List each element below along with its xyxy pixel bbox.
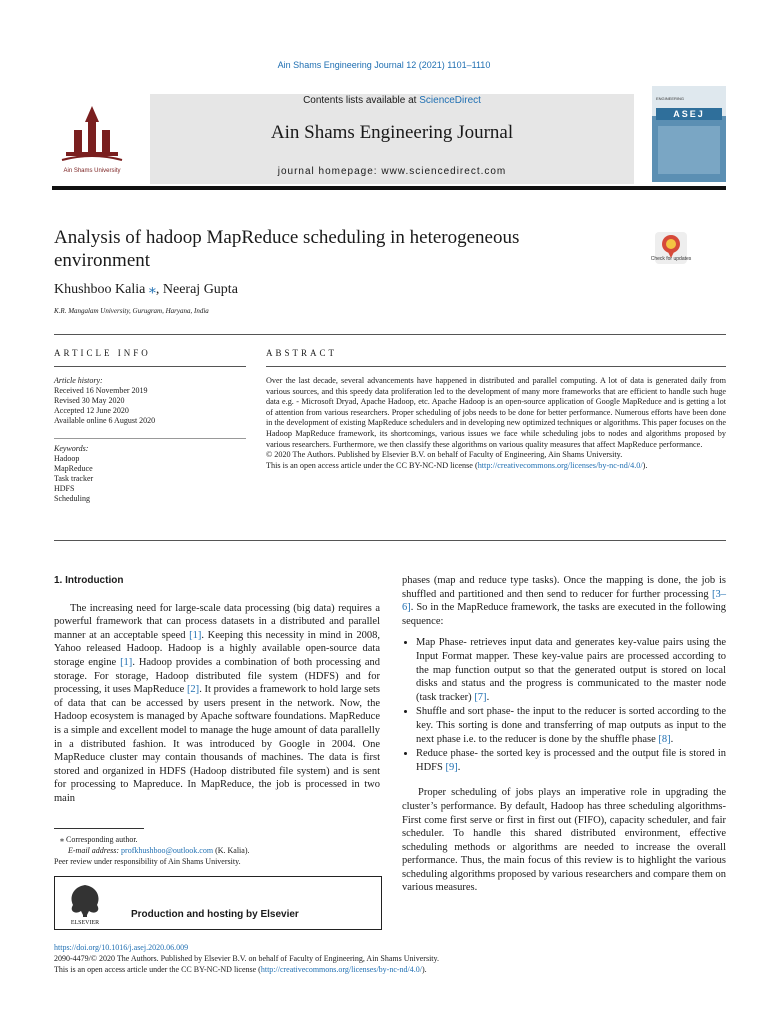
cover-small-text: ENGINEERING — [656, 96, 685, 101]
abstract-heading: ABSTRACT — [266, 348, 338, 358]
history-revised: Revised 30 May 2020 — [54, 396, 125, 405]
history-received: Received 16 November 2019 — [54, 386, 148, 395]
body-left-column — [54, 574, 380, 806]
phase-list — [402, 636, 726, 774]
keywords-rule — [54, 438, 246, 439]
body-right-column — [402, 574, 726, 895]
keyword-item: Scheduling — [54, 494, 90, 503]
list-item-shuffle-phase: • Shuffle and sort phase- the input to the reducer is sorted according to the key. This sorting is done and transferring of map outputs as input to the next phase i.e. to the reducer is done by the shuffle phase [8]. — [416, 705, 726, 746]
homepage-prefix: journal homepage: — [277, 166, 382, 177]
intro-paragraph-1: The increasing need for large-scale data processing (big data) requires a powerful framework that can process datasets in a distributed and parallel manner at an acceptable speed [1]. Keeping this necessity in mind in 2008, Yahoo released Hadoop. Hadoop is a highly available open-source data storage engine [1]. Hadoop provides a combination of both processing and storage. For storage, Hadoop distributed file system (HDFS) and for processing, it uses MapReduce [2]. It provides a framework to hold large sets of data that can be accessed by users present in the network. Now, the Hadoop ecosystem is managed by Apache software foundations. MapReduce is a simple and excellent model to manage the huge amount of data parallelly in a distributed fashion. It was introduced by Google in 2004. One MapReduce cluster may contain thousands of machines. The data is first stored and organized in HDFS (Hadoop distributed file system) and is sent for processing to Mapreduce. In MapReduce, the job is processed in two main — [54, 602, 380, 804]
email-link[interactable]: profkhushboo@outlook.com — [121, 846, 214, 855]
keyword-item: MapReduce — [54, 464, 93, 473]
history-online: Available online 6 August 2020 — [54, 416, 156, 425]
corresponding-author-mark[interactable]: ⁎ — [148, 282, 156, 297]
email-note: E-mail address: profkhushboo@outlook.com (K. Kalia). — [68, 846, 250, 855]
citation-link[interactable]: [3–6] — [402, 588, 726, 614]
doi-link[interactable]: https://doi.org/10.1016/j.asej.2020.06.009 — [54, 943, 189, 952]
citation-link[interactable]: [1] — [120, 656, 133, 668]
homepage-link[interactable]: www.sciencedirect.com — [381, 166, 507, 177]
author-gupta: , Neeraj Gupta — [155, 282, 238, 297]
citation-link[interactable]: [7] — [474, 691, 487, 703]
corresponding-author-note: ⁎ Corresponding author. — [60, 835, 138, 844]
abstract-body — [266, 376, 726, 471]
intro-paragraph-cont: phases (map and reduce type tasks). Once the mapping is done, the job is shuffled and partitioned and then send to reducer for further processing [3–6]. So in the MapReduce framework, the tasks are executed in the following sequence: — [402, 575, 726, 627]
cover-art — [658, 126, 720, 174]
abstract-rule — [266, 366, 726, 367]
section-heading-introduction: 1. Introduction — [54, 575, 124, 586]
license-link[interactable]: http://creativecommons.org/licenses/by-nc-nd/4.0/ — [477, 460, 643, 470]
bottom-notes — [54, 942, 734, 975]
intro-paragraph-2: Proper scheduling of jobs plays an imperative role in upgrading the cluster’s performance. By default, Hadoop has three scheduling algorithms- First come first serve or first in first out (FIFO), capacity scheduler, and fair scheduler. To handle this shared distributed environment, effective scheduling methods or algorithms are needed to increase the overall performance. Thus, the main focus of this review is to highlight the various scheduling algorithms proposed by various researchers and compare them on various measures. — [402, 787, 726, 894]
article-info-rule — [54, 366, 246, 367]
abstract-license — [266, 461, 726, 472]
list-item-reduce-phase: • Reduce phase- the sorted key is processed and the output file is stored in HDFS [9]. — [416, 747, 726, 774]
elsevier-tree-icon — [65, 881, 105, 925]
journal-cover-image[interactable] — [652, 86, 726, 182]
keyword-item: Task tracker — [54, 474, 94, 483]
keyword-item: Hadoop — [54, 454, 80, 463]
keywords — [54, 444, 244, 504]
elsevier-production-box — [54, 876, 382, 930]
citation-link[interactable]: [2] — [186, 684, 200, 696]
elsevier-wordmark: ELSEVIER — [70, 920, 100, 925]
cover-code: ASEJ — [656, 108, 722, 120]
title-rule — [54, 334, 726, 335]
paper-title: Analysis of hadoop MapReduce scheduling in heterogeneous environment — [54, 227, 520, 271]
author-kalia: Khushboo Kalia — [54, 282, 146, 297]
issn-line: 2090-4479/© 2020 The Authors. Published by Elsevier B.V. on behalf of Faculty of Engineering, Ain Shams University. — [54, 954, 440, 963]
article-info-heading: ARTICLE INFO — [54, 348, 151, 358]
ain-shams-university-logo — [52, 100, 132, 178]
history-accepted: Accepted 12 June 2020 — [54, 406, 129, 415]
journal-banner — [150, 94, 634, 184]
citation-link[interactable]: [8] — [658, 733, 671, 745]
contents-prefix: Contents lists available at — [303, 95, 420, 106]
abstract-paragraph: Over the last decade, several advancements have happened in distributed and parallel computing. A lot of data is generated daily from various sources, and this speedy data proliferation led to the development of many more frameworks that are efficient to handle such huge data e.g. - Microsoft Dryad, Apache Hadoop, etc. Apache Hadoop is an open-source application of Google MapReduce and is getting a lot of attention from various researchers. Proper scheduling of jobs needs to be done for better performance. Numerous efforts have been done in the development of existing MapReduce schedulers and in developing new optimized techniques or algorithms. This paper focuses on the Hadoop MapReduce framework, its shortcomings, various issues we face while scheduling jobs to nodes and algorithms proposed by various researchers. Furthermore, we then classify these algorithms on various quality measures that affect MapReduce performance. — [266, 376, 726, 449]
contents-line — [150, 94, 634, 107]
affiliation: K.R. Mangalam University, Gurugram, Haryana, India — [54, 307, 209, 315]
journal-citation[interactable]: Ain Shams Engineering Journal 12 (2021) 1101–1110 — [277, 60, 491, 70]
abstract-copyright: © 2020 The Authors. Published by Elsevier B.V. on behalf of Faculty of Engineering, Ain Shams University. — [266, 450, 623, 460]
keyword-item: HDFS — [54, 484, 75, 493]
logo-caption: Ain Shams University — [63, 168, 121, 174]
footnote-rule — [54, 828, 144, 829]
keywords-head: Keywords: — [54, 444, 89, 453]
header-rule — [52, 186, 726, 190]
citation-link[interactable]: [1] — [189, 629, 202, 641]
open-access-line: This is an open access article under the CC BY-NC-ND license (http://creativecommons.org/licenses/by-nc-nd/4.0/). — [54, 965, 427, 974]
license-suffix: ). — [642, 460, 648, 470]
footnotes — [54, 834, 384, 867]
journal-name: Ain Shams Engineering Journal — [270, 122, 514, 143]
peer-review-note: Peer review under responsibility of Ain Shams University. — [54, 857, 241, 866]
history-head: Article history: — [54, 376, 103, 385]
abstract-end-rule — [54, 540, 726, 541]
authors — [54, 281, 238, 298]
journal-homepage — [150, 166, 634, 177]
license-prefix: This is an open access article under the CC BY-NC-ND license ( — [266, 460, 478, 470]
production-hosting-text: Production and hosting by Elsevier — [131, 909, 299, 920]
citation-link[interactable]: [9] — [445, 761, 458, 773]
crossmark-label[interactable]: Check for updates — [650, 256, 692, 262]
article-history — [54, 376, 244, 426]
oa-license-link[interactable]: http://creativecommons.org/licenses/by-nc-nd/4.0/ — [260, 965, 422, 974]
sciencedirect-link[interactable]: ScienceDirect — [419, 95, 481, 106]
list-item-map-phase: • Map Phase- retrieves input data and generates key-value pairs using the Input Format mapper. These key-value pairs are processed according to the map function output so that the generated output is stored on local disks and status and the progress is communicated to the master node (task tracker) [7]. — [416, 636, 726, 704]
